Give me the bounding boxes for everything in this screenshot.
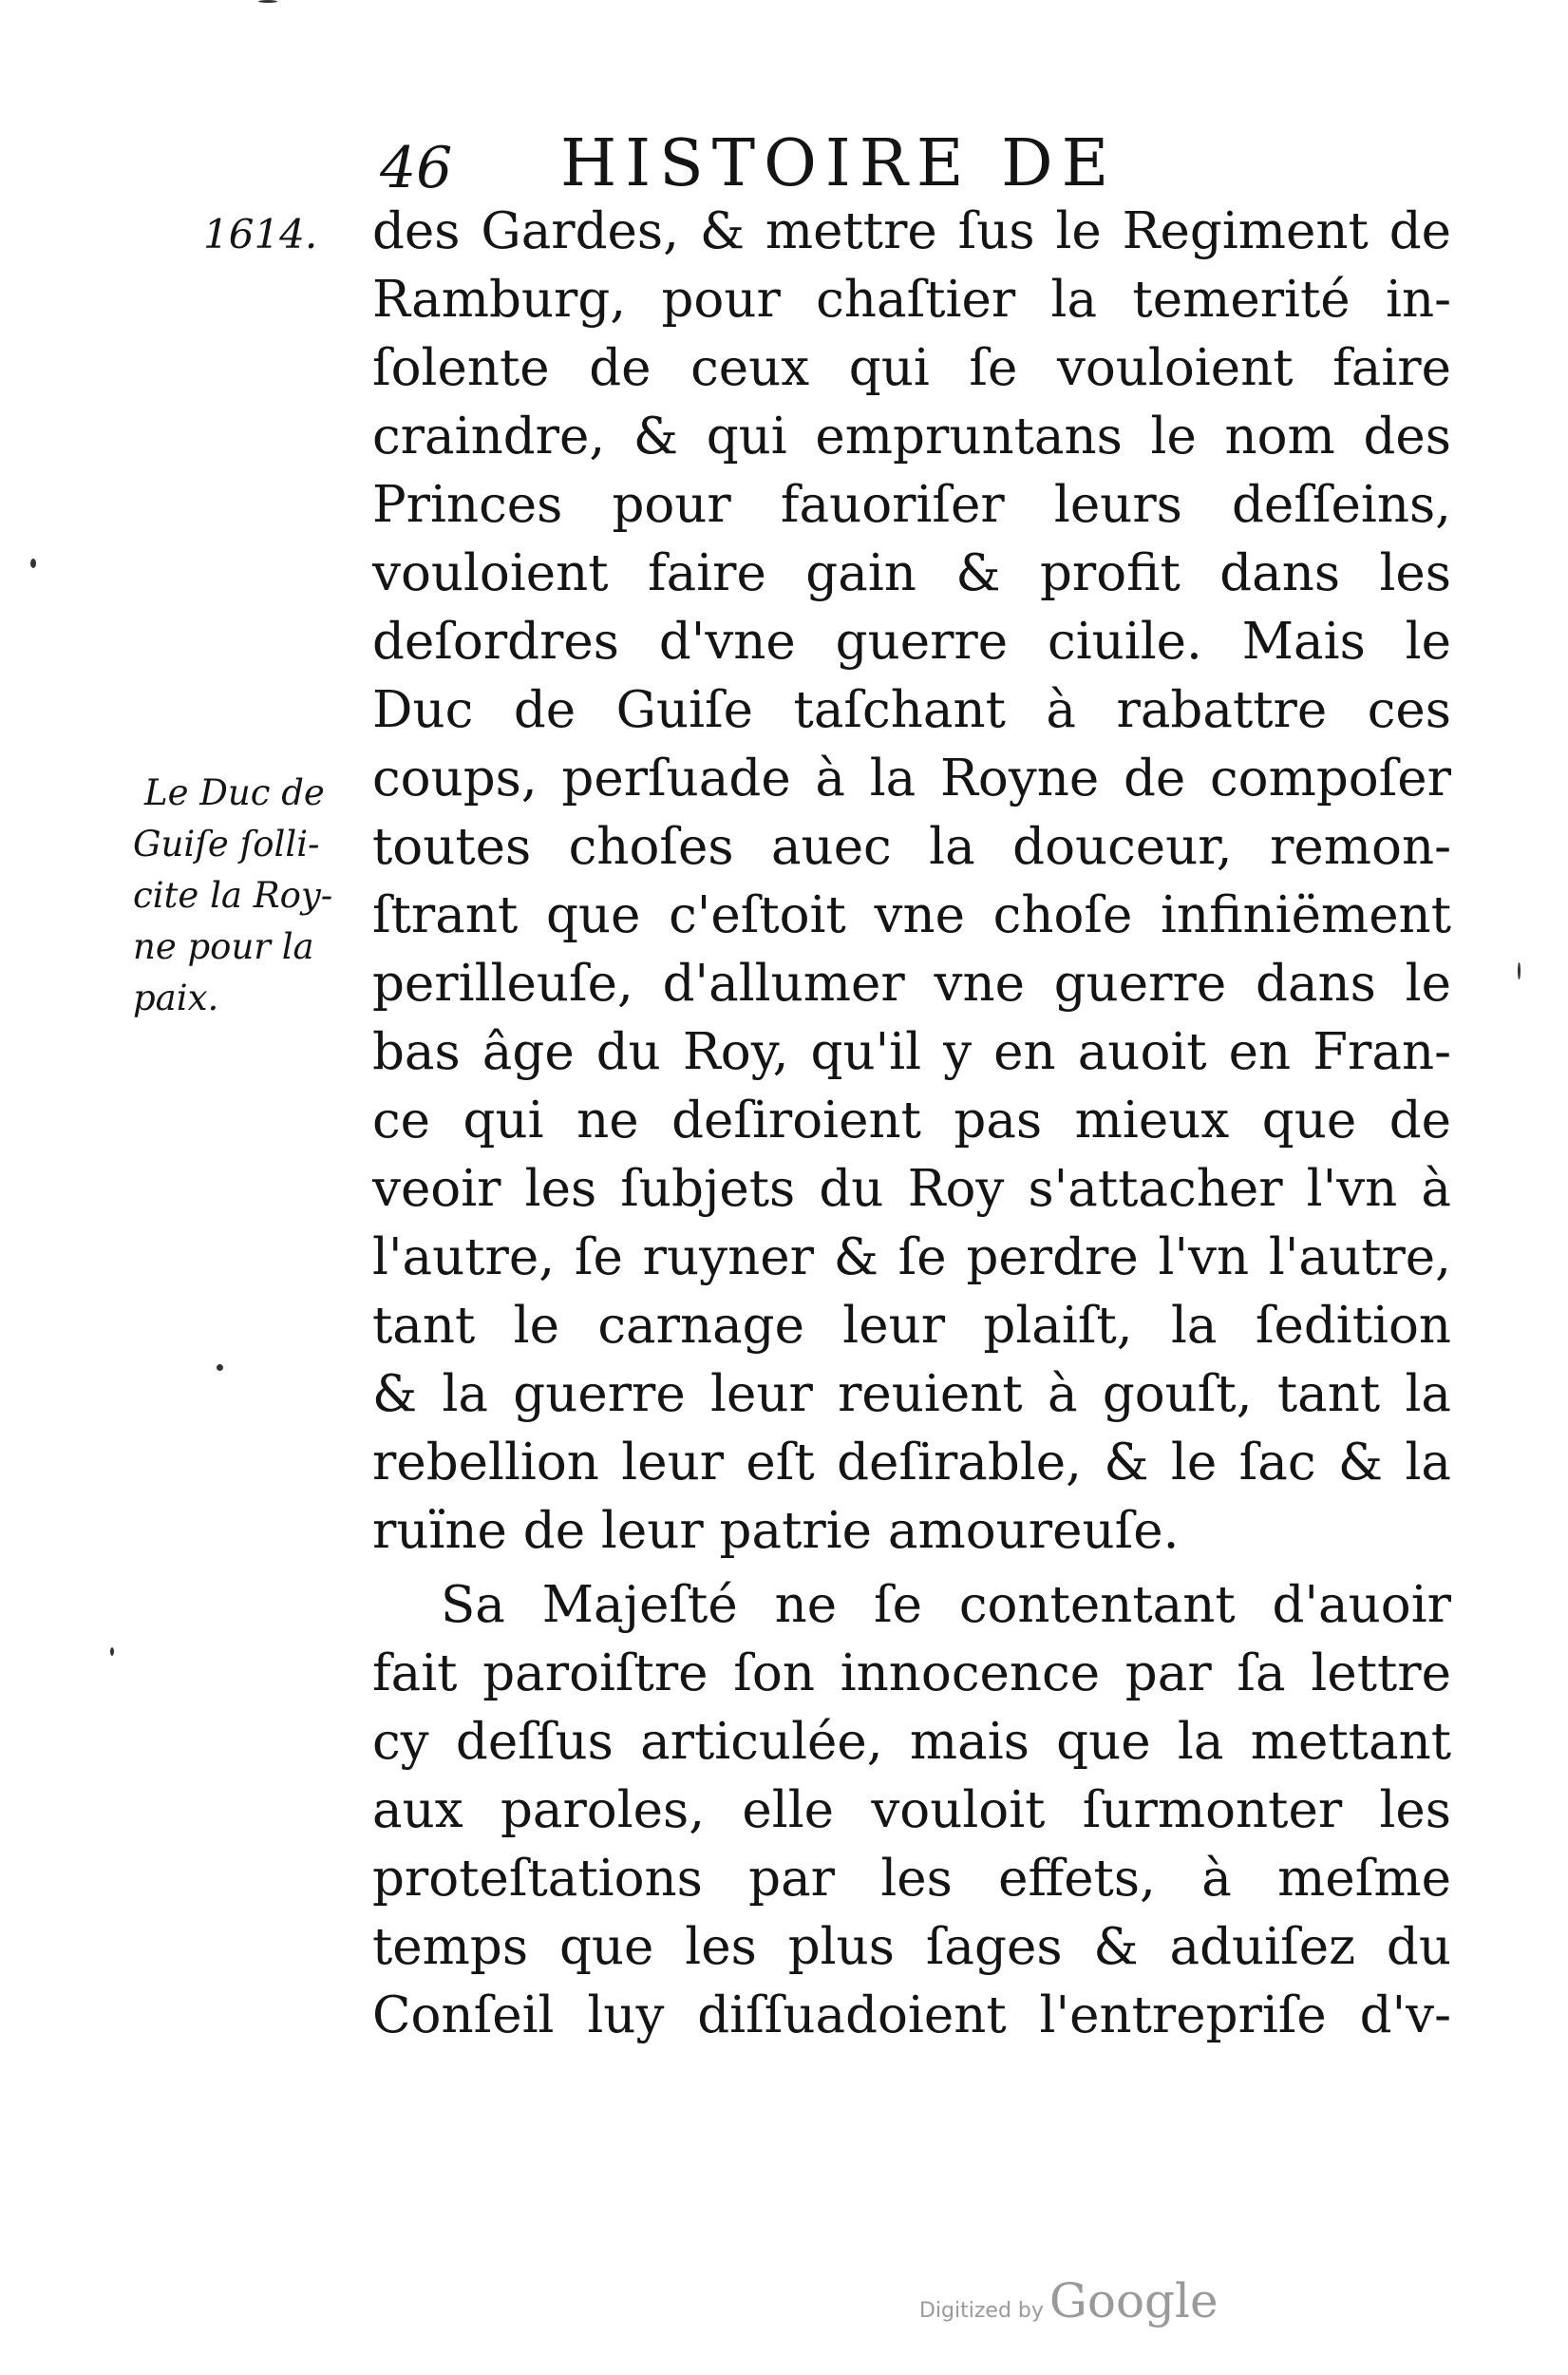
body-text (372, 198, 1451, 2050)
margin-note (133, 768, 361, 1024)
text-line: & la guerre leur reuient à gouſt, tant la (372, 1365, 1451, 1423)
text-line: deſordres d'vne guerre ciuile. Mais le (372, 613, 1451, 671)
text-line: fait paroiſtre ſon innocence par ſa lettre (372, 1644, 1451, 1702)
page-header (380, 106, 1235, 201)
text-line: coups, perſuade à la Royne de compoſer (372, 750, 1451, 808)
digitized-watermark (919, 2273, 1219, 2328)
margin-note-line: cite la Roy- (133, 875, 333, 916)
margin-note-line: Le Duc de (144, 772, 325, 813)
text-line: rebellion leur eſt deſirable, & le ſac & la (372, 1434, 1451, 1492)
text-line: veoir les ſubjets du Roy s'attacher l'vn à (372, 1160, 1451, 1218)
text-line: Conſeil luy diſſuadoient l'entrepriſe d'v- (372, 1986, 1451, 2044)
text-line: proteſtations par les effets, à meſme (372, 1850, 1451, 1908)
text-line: temps que les plus ſages & aduiſez du (372, 1918, 1451, 1976)
text-line: ruïne de leur patrie amoureuſe. (372, 1502, 1180, 1560)
text-line: l'autre, ſe ruyner & ſe perdre l'vn l'autre, (372, 1228, 1451, 1286)
page-number: 46 (380, 135, 453, 201)
text-line: cy deſſus articulée, mais que la mettant (372, 1713, 1451, 1771)
scan-speck (110, 1647, 114, 1656)
text-line: Princes pour fauoriſer leurs deſſeins, (372, 476, 1451, 534)
text-line: Duc de Guiſe taſchant à rabattre ces (372, 681, 1451, 739)
text-line: Ramburg, pour chaſtier la temerité in- (372, 271, 1451, 329)
text-line: bas âge du Roy, qu'il y en auoit en Fran- (372, 1023, 1451, 1081)
scan-speck (30, 559, 36, 568)
text-line: craindre, & qui empruntans le nom des (372, 408, 1451, 466)
text-line: ſolente de ceux qui ſe vouloient faire (372, 339, 1451, 397)
margin-note-line: Guiſe ſolli- (133, 824, 320, 864)
text-line: des Gardes, & mettre ſus le Regiment de (372, 202, 1451, 260)
year-marginal: 1614. (203, 211, 318, 257)
margin-note-line: ne pour la (133, 926, 314, 967)
text-line: toutes choſes auec la douceur, remon- (372, 818, 1451, 876)
text-line: perilleuſe, d'allumer vne guerre dans le (372, 955, 1451, 1013)
text-line: tant le carnage leur plaiſt, la ſedition (372, 1297, 1451, 1355)
text-line: aux paroles, elle vouloit ſurmonter les (372, 1781, 1451, 1839)
text-line: ce qui ne deſiroient pas mieux que de (372, 1092, 1451, 1150)
margin-note-line: paix. (133, 978, 219, 1018)
scan-speck (217, 1364, 223, 1371)
text-line: vouloient faire gain & profit dans les (372, 544, 1451, 602)
scan-speck (1518, 962, 1521, 979)
digitized-by-text: Digitized by (919, 2299, 1044, 2323)
text-line: ſtrant que c'eſtoit vne choſe infiniëment (372, 886, 1451, 944)
scan-speck (258, 0, 277, 3)
paragraph-start-line: Sa Majeſté ne ſe contentant d'auoir (441, 1576, 1451, 1634)
running-head: HISTOIRE DE (560, 126, 1118, 201)
google-logo: Google (1048, 2273, 1219, 2328)
